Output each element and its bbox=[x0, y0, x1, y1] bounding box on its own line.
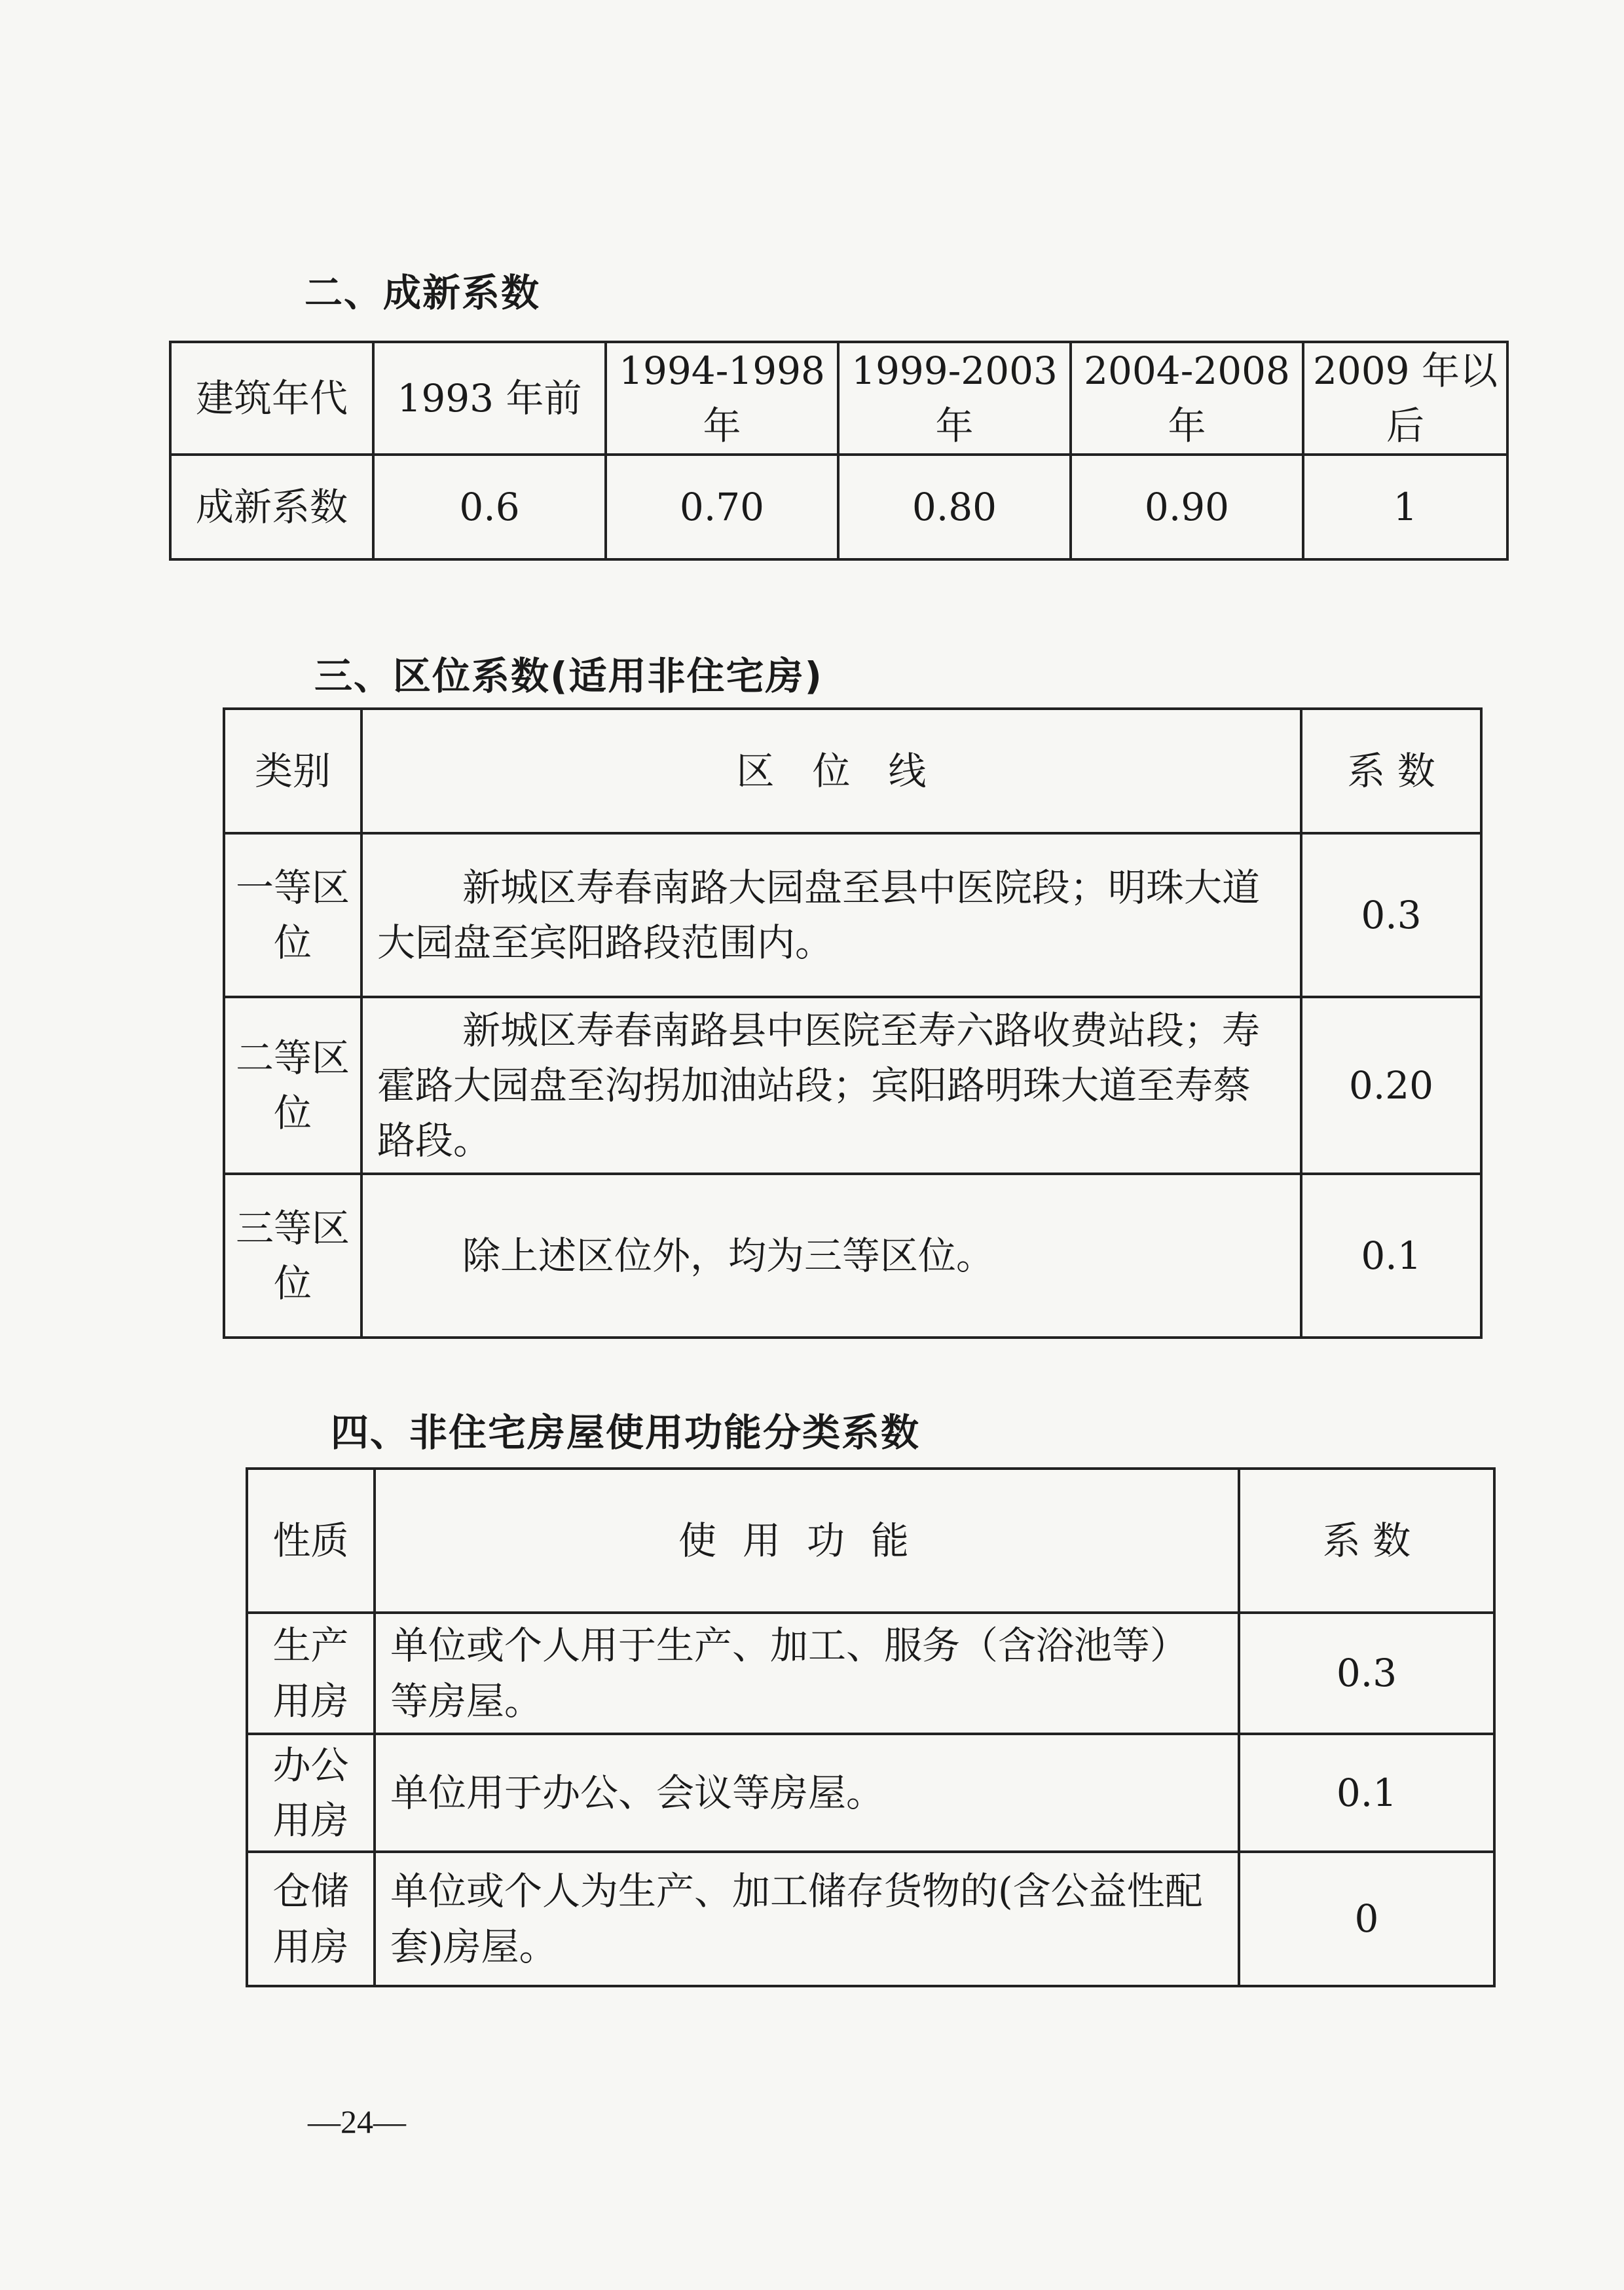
header-coefficient: 系 数 bbox=[1301, 709, 1481, 833]
section2-title: 二、成新系数 bbox=[304, 271, 541, 315]
zone-description: 除上述区位外，均为三等区位。 bbox=[361, 1174, 1301, 1338]
header-year-2004-2008: 2004-2008 年 bbox=[1071, 342, 1303, 455]
zone-coefficient: 0.1 bbox=[1301, 1174, 1481, 1338]
header-function: 使用功能 bbox=[375, 1469, 1239, 1613]
usage-nature: 仓储用房 bbox=[247, 1852, 375, 1986]
usage-nature: 生产用房 bbox=[247, 1613, 375, 1734]
usage-description: 单位或个人为生产、加工储存货物的(含公益性配套)房屋。 bbox=[375, 1852, 1239, 1986]
header-coefficient: 系 数 bbox=[1239, 1469, 1494, 1613]
header-year-1994-1998: 1994-1998 年 bbox=[606, 342, 838, 455]
header-building-age: 建筑年代 bbox=[170, 342, 373, 455]
header-year-1993: 1993 年前 bbox=[373, 342, 606, 455]
header-year-1999-2003: 1999-2003 年 bbox=[838, 342, 1071, 455]
location-coefficient-table bbox=[223, 707, 1483, 1339]
zone-description: 新城区寿春南路大园盘至县中医院段；明珠大道大园盘至宾阳路段范围内。 bbox=[361, 833, 1301, 997]
usage-description: 单位用于办公、会议等房屋。 bbox=[375, 1734, 1239, 1852]
value-1994-1998: 0.70 bbox=[606, 455, 838, 559]
zone-coefficient: 0.20 bbox=[1301, 997, 1481, 1174]
usage-nature: 办公用房 bbox=[247, 1734, 375, 1852]
value-1999-2003: 0.80 bbox=[838, 455, 1071, 559]
header-nature: 性质 bbox=[247, 1469, 375, 1613]
usage-coefficient: 0.3 bbox=[1239, 1613, 1494, 1734]
zone-description: 新城区寿春南路县中医院至寿六路收费站段；寿霍路大园盘至沟拐加油站段；宾阳路明珠大道至寿蔡路段。 bbox=[361, 997, 1301, 1174]
zone-category: 一等区位 bbox=[224, 833, 361, 997]
usage-description: 单位或个人用于生产、加工、服务（含浴池等）等房屋。 bbox=[375, 1613, 1239, 1734]
header-category: 类别 bbox=[224, 709, 361, 833]
zone-coefficient: 0.3 bbox=[1301, 833, 1481, 997]
header-zone-line: 区 位 线 bbox=[361, 709, 1301, 833]
row-label-coefficient: 成新系数 bbox=[170, 455, 373, 559]
section3-title: 三、区位系数(适用非住宅房) bbox=[314, 654, 824, 698]
usage-coefficient: 0 bbox=[1239, 1852, 1494, 1986]
zone-category: 三等区位 bbox=[224, 1174, 361, 1338]
value-1993: 0.6 bbox=[373, 455, 606, 559]
page-number: —24— bbox=[308, 2103, 406, 2140]
usage-coefficient-table bbox=[246, 1467, 1496, 1987]
zone-category: 二等区位 bbox=[224, 997, 361, 1174]
age-coefficient-table bbox=[169, 341, 1509, 561]
section4-title: 四、非住宅房屋使用功能分类系数 bbox=[331, 1410, 921, 1455]
header-year-2009: 2009 年以后 bbox=[1303, 342, 1507, 455]
usage-coefficient: 0.1 bbox=[1239, 1734, 1494, 1852]
value-2009: 1 bbox=[1303, 455, 1507, 559]
value-2004-2008: 0.90 bbox=[1071, 455, 1303, 559]
